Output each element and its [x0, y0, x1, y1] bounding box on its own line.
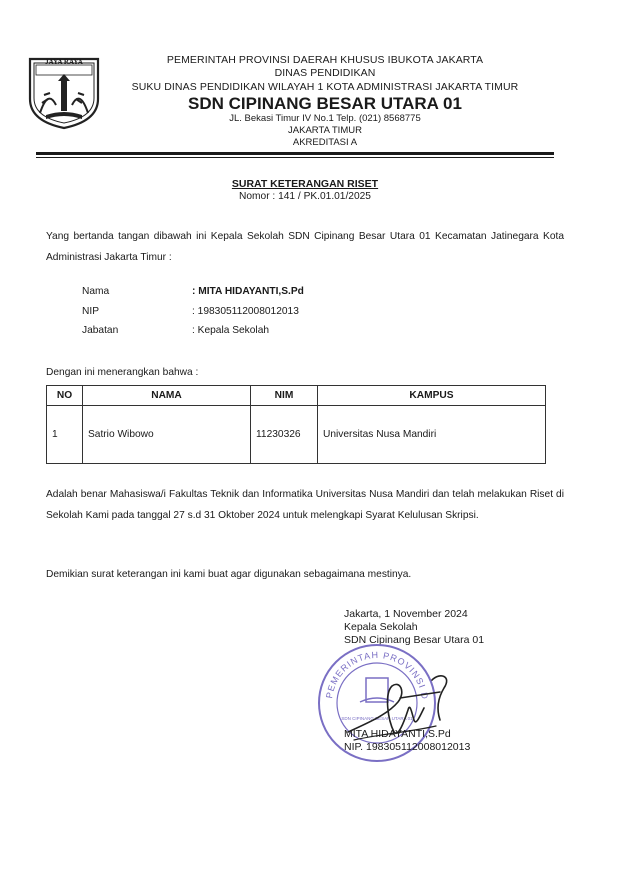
signer-details [82, 286, 304, 345]
signature-position: Kepala Sekolah [344, 621, 418, 633]
closing-paragraph: Demikian surat keterangan ini kami buat agar digunakan sebagaimana mestinya. [46, 569, 412, 580]
document-number: Nomor : 141 / PK.01.01/2025 [239, 191, 371, 202]
signer-value: : 198305112008012013 [192, 305, 299, 317]
student-table [46, 385, 546, 464]
signer-value: : Kepala Sekolah [192, 325, 270, 336]
letterhead-divider-thick [36, 152, 554, 155]
stamp-outer-text: PEMERINTAH PROVINSI D [324, 649, 430, 701]
column-header-nim: NIM [251, 386, 318, 406]
column-header-kampus: KAMPUS [318, 386, 546, 406]
school-accreditation: AKREDITASI A [292, 137, 358, 148]
signature-place-date: Jakarta, 1 November 2024 [344, 608, 468, 620]
column-header-nama: NAMA [83, 386, 251, 406]
intro-paragraph: Yang bertanda tangan dibawah ini Kepala Sekolah SDN Cipinang Besar Utara 01 Kecamatan Jatinegara Kota Administrasi Jakarta Timur : [46, 231, 564, 263]
signer-value: : MITA HIDAYANTI,S.Pd [192, 286, 304, 297]
signer-label: Nama [82, 286, 110, 297]
cell-nim: 11230326 [251, 406, 318, 464]
letterhead-line-1: PEMERINTAH PROVINSI DAERAH KHUSUS IBUKOTA JAKARTA [166, 54, 484, 66]
research-paragraph: Adalah benar Mahasiswa/i Fakultas Teknik dan Informatika Universitas Nusa Mandiri dan telah melakukan Riset di Sekolah Kami pada tanggal 27 s.d 31 Oktober 2024 untuk melengkapi Syarat Kelulusan Skripsi. [46, 489, 564, 521]
signer-label: NIP [82, 305, 99, 317]
school-address: JL. Bekasi Timur IV No.1 Telp. (021) 8568775 [229, 113, 421, 124]
signer-row [82, 306, 304, 326]
school-name: SDN CIPINANG BESAR UTARA 01 [188, 94, 462, 113]
document-title: SURAT KETERANGAN RISET [231, 178, 379, 190]
emblem-motto: JAYA RAYA [45, 58, 83, 66]
signature-nip: NIP. 198305112008012013 [344, 741, 471, 753]
table-row [47, 406, 546, 464]
school-city: JAKARTA TIMUR [288, 125, 362, 136]
cell-nama: Satrio Wibowo [83, 406, 251, 464]
cell-no: 1 [47, 406, 83, 464]
signature-school: SDN Cipinang Besar Utara 01 [344, 634, 485, 646]
column-header-no: NO [47, 386, 83, 406]
signer-row [82, 286, 304, 306]
jakarta-emblem [26, 55, 102, 130]
table-header-row [47, 386, 546, 406]
stamp-inner-text: SDN CIPINANG BESAR UTARA 01 [341, 716, 413, 721]
letterhead-line-3: SUKU DINAS PENDIDIKAN WILAYAH 1 KOTA ADMINISTRASI JAKARTA TIMUR [131, 81, 519, 93]
statement-line: Dengan ini menerangkan bahwa : [46, 367, 199, 378]
signer-label: Jabatan [82, 325, 119, 336]
letterhead-divider-thin [36, 157, 554, 158]
signer-row [82, 325, 304, 345]
signature-name: MITA HIDAYANTI,S.Pd [344, 728, 451, 740]
letterhead-line-2: DINAS PENDIDIKAN [274, 67, 376, 79]
cell-kampus: Universitas Nusa Mandiri [318, 406, 546, 464]
